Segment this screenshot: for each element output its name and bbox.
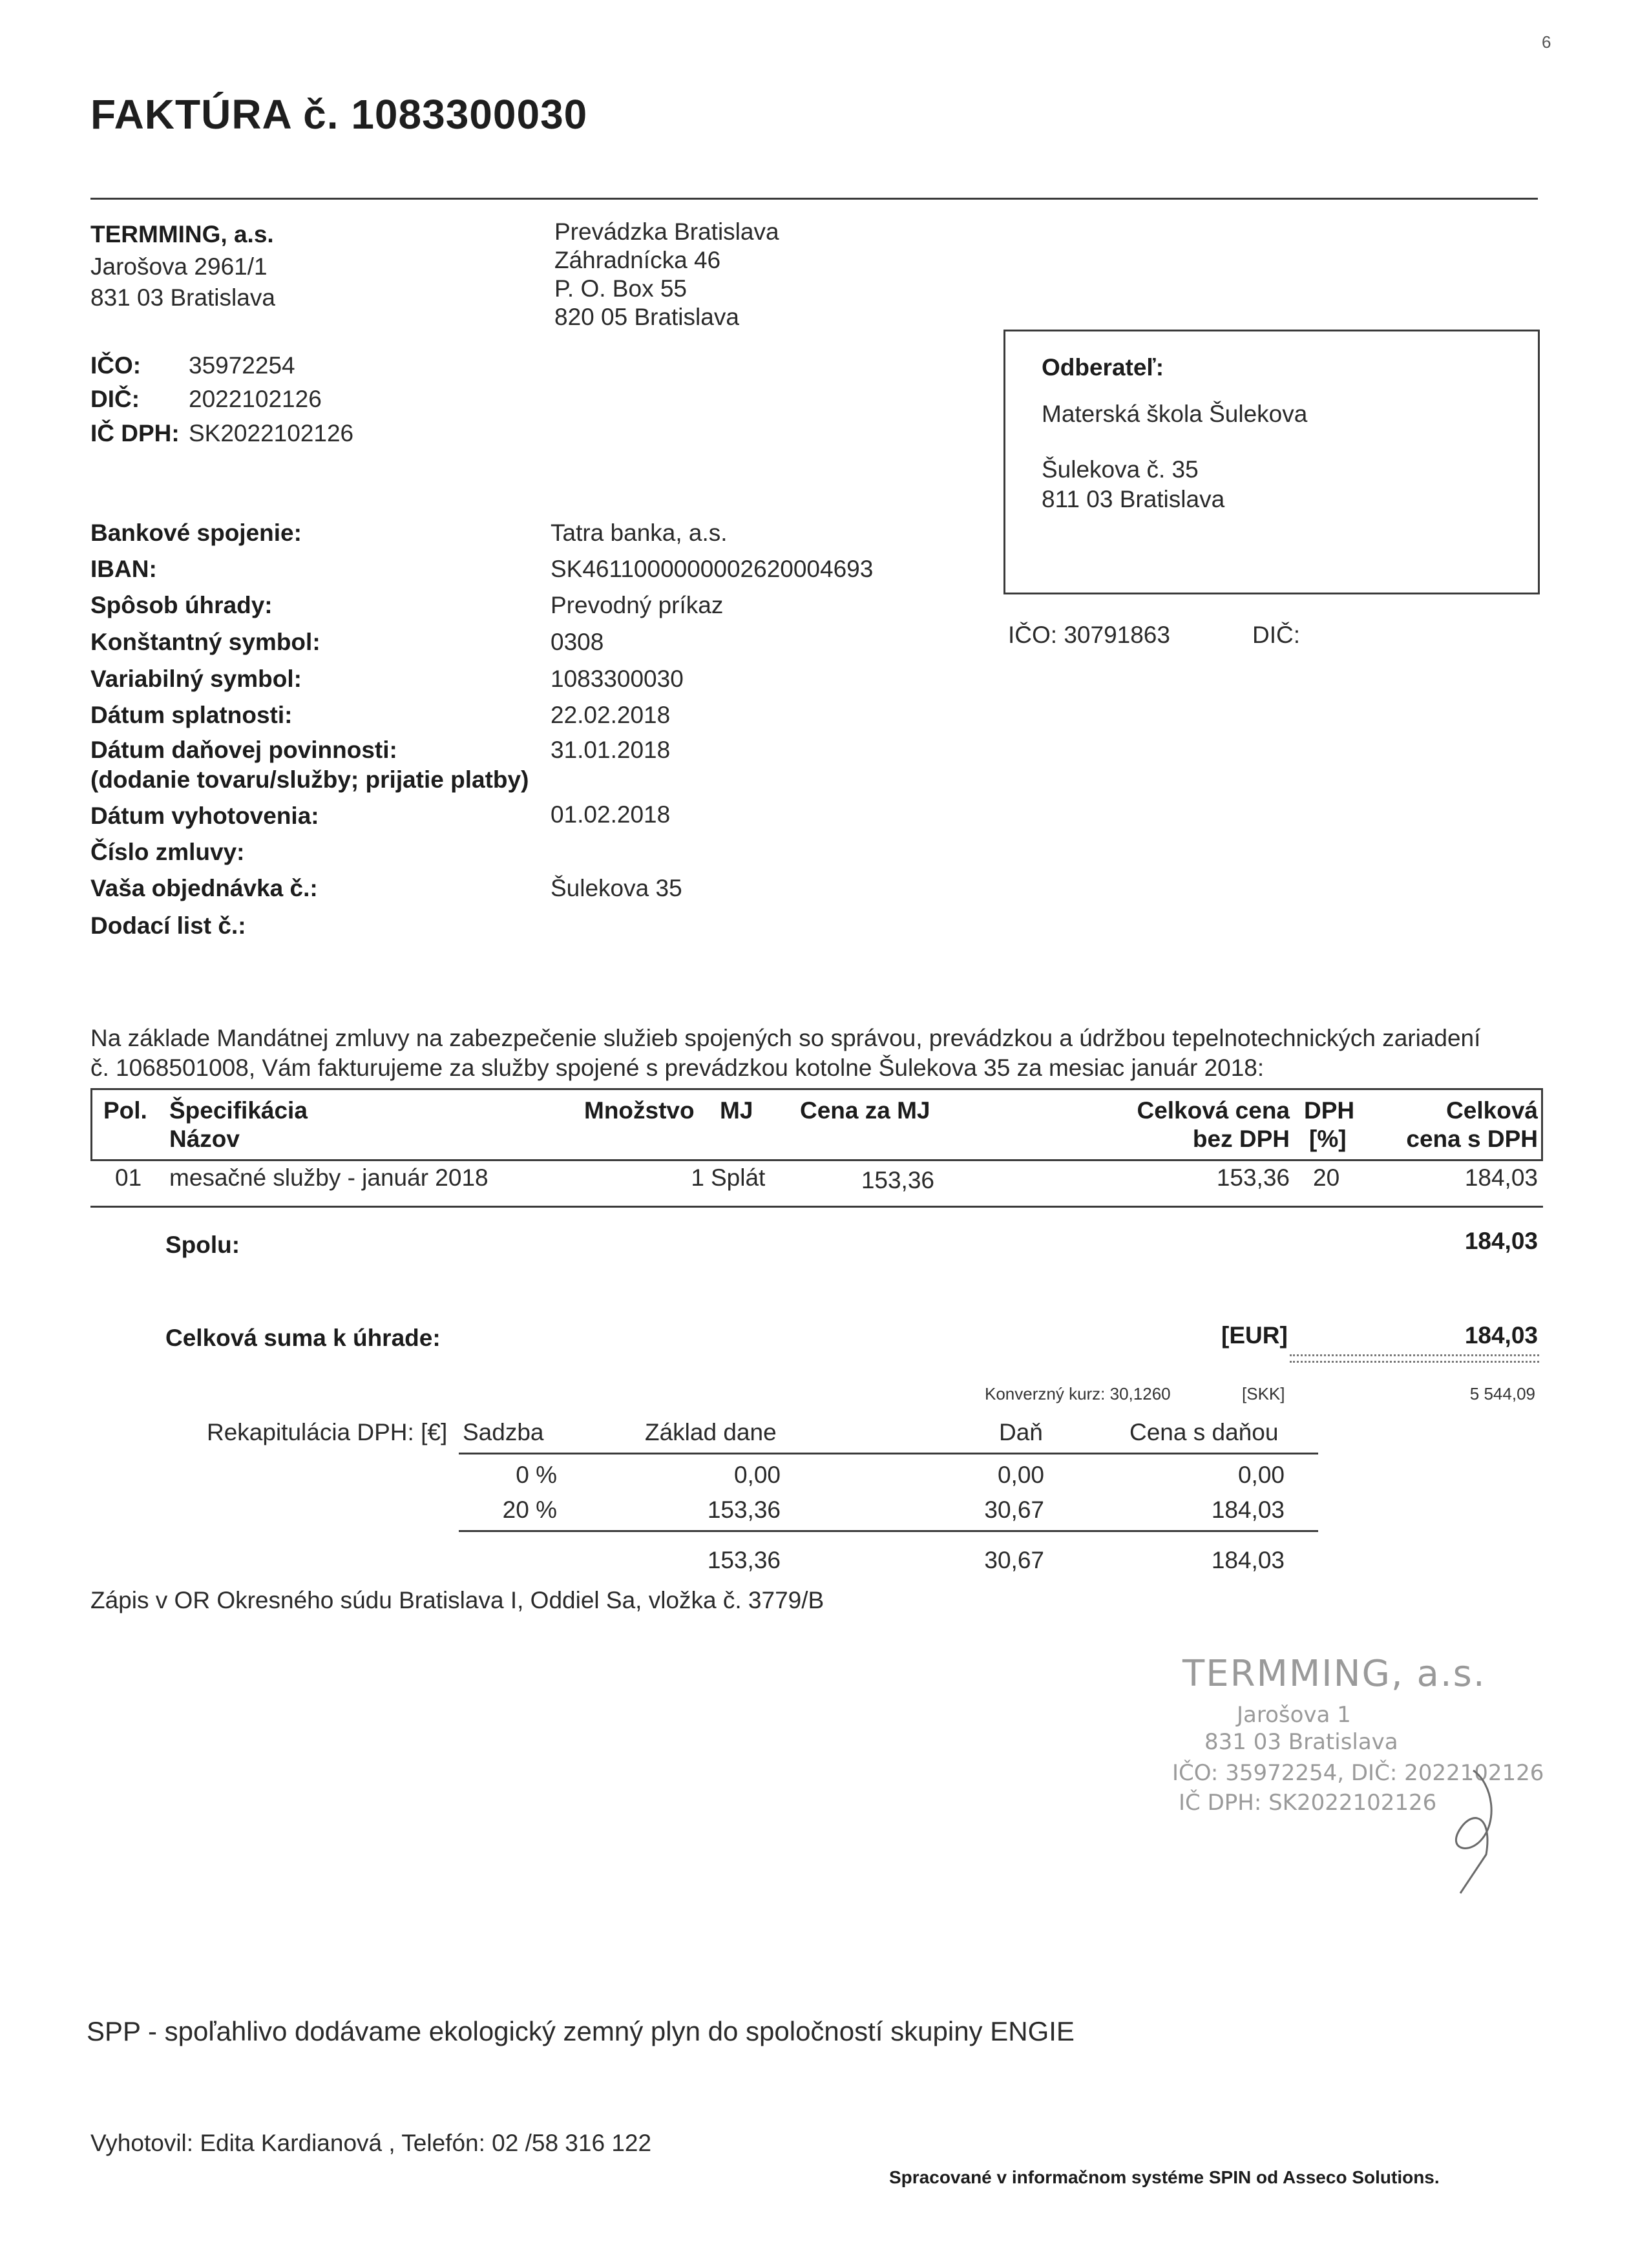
intro-line1: Na základe Mandátnej zmluvy na zabezpečenie služieb spojených so správou, prevádzkou a údržbou tepelnotechnických zariadení (90, 1025, 1481, 1051)
customer-name: Materská škola Šulekova (1042, 401, 1308, 427)
vat-total-line (459, 1530, 1318, 1532)
header-nazov: Názov (169, 1126, 240, 1152)
row-pol: 01 (115, 1164, 142, 1191)
system-note: Spracované v informačnom systéme SPIN od Asseco Solutions. (889, 2167, 1440, 2187)
customer-street: Šulekova č. 35 (1042, 456, 1199, 483)
vs-label: Variabilný symbol: (90, 666, 302, 692)
order-value: Šulekova 35 (551, 875, 682, 901)
row-mnozstvo: 1 (691, 1164, 704, 1191)
tax-date-sublabel: (dodanie tovaru/služby; prijatie platby) (90, 766, 529, 793)
stamp-ids: IČO: 35972254, DIČ: 2022102126 (1172, 1760, 1544, 1786)
order-label: Vaša objednávka č.: (90, 875, 318, 901)
vat-tax: 0,00 (997, 1462, 1044, 1488)
header-spec: Špecifikácia (169, 1097, 308, 1124)
celkova-suma-label: Celková suma k úhrade: (165, 1325, 441, 1351)
delivery-label: Dodací list č.: (90, 912, 246, 939)
vs-value: 1083300030 (551, 666, 684, 692)
prepared-by: Vyhotovil: Edita Kardianová , Telefón: 02 /58 316 122 (90, 2130, 652, 2156)
issue-value: 01.02.2018 (551, 801, 671, 828)
vat-header-line (459, 1453, 1318, 1454)
row-mj: Splát (711, 1164, 766, 1191)
signature-icon (1422, 1745, 1512, 1900)
stamp-city: 831 03 Bratislava (1204, 1729, 1398, 1755)
vat-recap-label: Rekapitulácia DPH: [€] (207, 1419, 448, 1445)
due-label: Dátum splatnosti: (90, 702, 293, 728)
invoice-title: FAKTÚRA č. 1083300030 (90, 91, 588, 138)
vat-header-cena: Cena s daňou (1129, 1419, 1279, 1445)
vat-header-dan: Daň (999, 1419, 1043, 1445)
table-left-border (90, 1088, 92, 1160)
row-s-dph: 184,03 (1464, 1164, 1538, 1191)
header-celkova: Celková (1446, 1097, 1538, 1124)
row-bez-dph: 153,36 (1216, 1164, 1290, 1191)
table-header-line (90, 1159, 1543, 1161)
header-dph-pct: [%] (1309, 1126, 1347, 1152)
conversion-rate: Konverzný kurz: 30,1260 (985, 1384, 1171, 1403)
intro-line2: č. 1068501008, Vám fakturujeme za služby spojené s prevádzkou kotolne Šulekova 35 za mesiac január 2018: (90, 1055, 1265, 1081)
branch-line2: Záhradnícka 46 (554, 247, 721, 273)
supplier-dic-label: DIČ: (90, 386, 140, 412)
iban-value: SK4611000000002620004693 (551, 556, 874, 582)
supplier-ico-label: IČO: (90, 352, 142, 379)
vat-total: 0,00 (1237, 1462, 1285, 1488)
row-dph: 20 (1313, 1164, 1340, 1191)
tax-date-label: Dátum daňovej povinnosti: (90, 737, 397, 763)
header-mj: MJ (720, 1097, 753, 1124)
header-mnozstvo: Množstvo (584, 1097, 695, 1124)
supplier-icdph: SK2022102126 (189, 420, 354, 446)
header-dph: DPH (1304, 1097, 1355, 1124)
table-right-border (1541, 1088, 1543, 1160)
total-dotted-underline (1290, 1354, 1539, 1356)
header-divider (90, 198, 1538, 200)
header-cena-mj: Cena za MJ (800, 1097, 930, 1124)
row-cena-mj: 153,36 (861, 1167, 934, 1193)
row-nazov: mesačné služby - január 2018 (169, 1164, 488, 1191)
ks-label: Konštantný symbol: (90, 629, 320, 655)
header-cena-s-dph: cena s DPH (1406, 1126, 1538, 1152)
supplier-icdph-label: IČ DPH: (90, 420, 180, 446)
skk-label: [SKK] (1242, 1384, 1285, 1403)
branch-line4: 820 05 Bratislava (554, 304, 739, 330)
vat-total-base: 153,36 (707, 1547, 781, 1573)
iban-label: IBAN: (90, 556, 157, 582)
supplier-ico: 35972254 (189, 352, 295, 379)
header-celkova-cena: Celková cena (1137, 1097, 1290, 1124)
branch-line1: Prevádzka Bratislava (554, 218, 779, 245)
celkova-suma-value: 184,03 (1464, 1322, 1538, 1349)
supplier-street: Jarošova 2961/1 (90, 253, 268, 280)
ks-value: 0308 (551, 629, 604, 655)
tax-date-value: 31.01.2018 (551, 737, 671, 763)
bank-value: Tatra banka, a.s. (551, 520, 728, 546)
branch-line3: P. O. Box 55 (554, 275, 687, 302)
header-bez-dph: bez DPH (1192, 1126, 1290, 1152)
customer-ico: IČO: 30791863 (1008, 622, 1170, 648)
contract-label: Číslo zmluvy: (90, 839, 245, 865)
supplier-name: TERMMING, a.s. (90, 221, 274, 247)
header-pol: Pol. (103, 1097, 147, 1124)
vat-base: 0,00 (733, 1462, 781, 1488)
table-bottom-line (90, 1206, 1543, 1208)
supplier-dic: 2022102126 (189, 386, 322, 412)
spolu-value: 184,03 (1464, 1228, 1538, 1254)
vat-header-sadzba: Sadzba (463, 1419, 544, 1445)
customer-heading: Odberateľ: (1042, 354, 1164, 381)
due-value: 22.02.2018 (551, 702, 671, 728)
table-top-line (90, 1088, 1543, 1090)
customer-city: 811 03 Bratislava (1042, 486, 1225, 512)
slogan: SPP - spoľahlivo dodávame ekologický zemný plyn do spoločností skupiny ENGIE (87, 2016, 1075, 2046)
customer-dic: DIČ: (1252, 622, 1300, 648)
skk-value: 5 544,09 (1469, 1384, 1535, 1403)
spolu-label: Spolu: (165, 1232, 240, 1258)
vat-base: 153,36 (707, 1496, 781, 1523)
stamp-vat: IČ DPH: SK2022102126 (1179, 1790, 1437, 1816)
vat-tax: 30,67 (984, 1496, 1044, 1523)
stamp-street: Jarošova 1 (1237, 1702, 1351, 1728)
vat-rate: 0 % (516, 1462, 557, 1488)
register-note: Zápis v OR Okresného súdu Bratislava I, Oddiel Sa, vložka č. 3779/B (90, 1587, 824, 1613)
vat-total-sum: 184,03 (1211, 1547, 1285, 1573)
vat-total: 184,03 (1211, 1496, 1285, 1523)
page-number: 6 (1542, 32, 1551, 52)
vat-header-zaklad: Základ dane (645, 1419, 777, 1445)
method-value: Prevodný príkaz (551, 592, 724, 618)
issue-label: Dátum vyhotovenia: (90, 803, 319, 829)
vat-total-tax: 30,67 (984, 1547, 1044, 1573)
bank-label: Bankové spojenie: (90, 520, 302, 546)
total-dotted-underline-2 (1290, 1361, 1539, 1363)
method-label: Spôsob úhrady: (90, 592, 273, 618)
vat-rate: 20 % (502, 1496, 557, 1523)
stamp-name: TERMMING, a.s. (1182, 1653, 1486, 1695)
supplier-city: 831 03 Bratislava (90, 284, 275, 311)
currency-label: [EUR] (1221, 1322, 1288, 1349)
